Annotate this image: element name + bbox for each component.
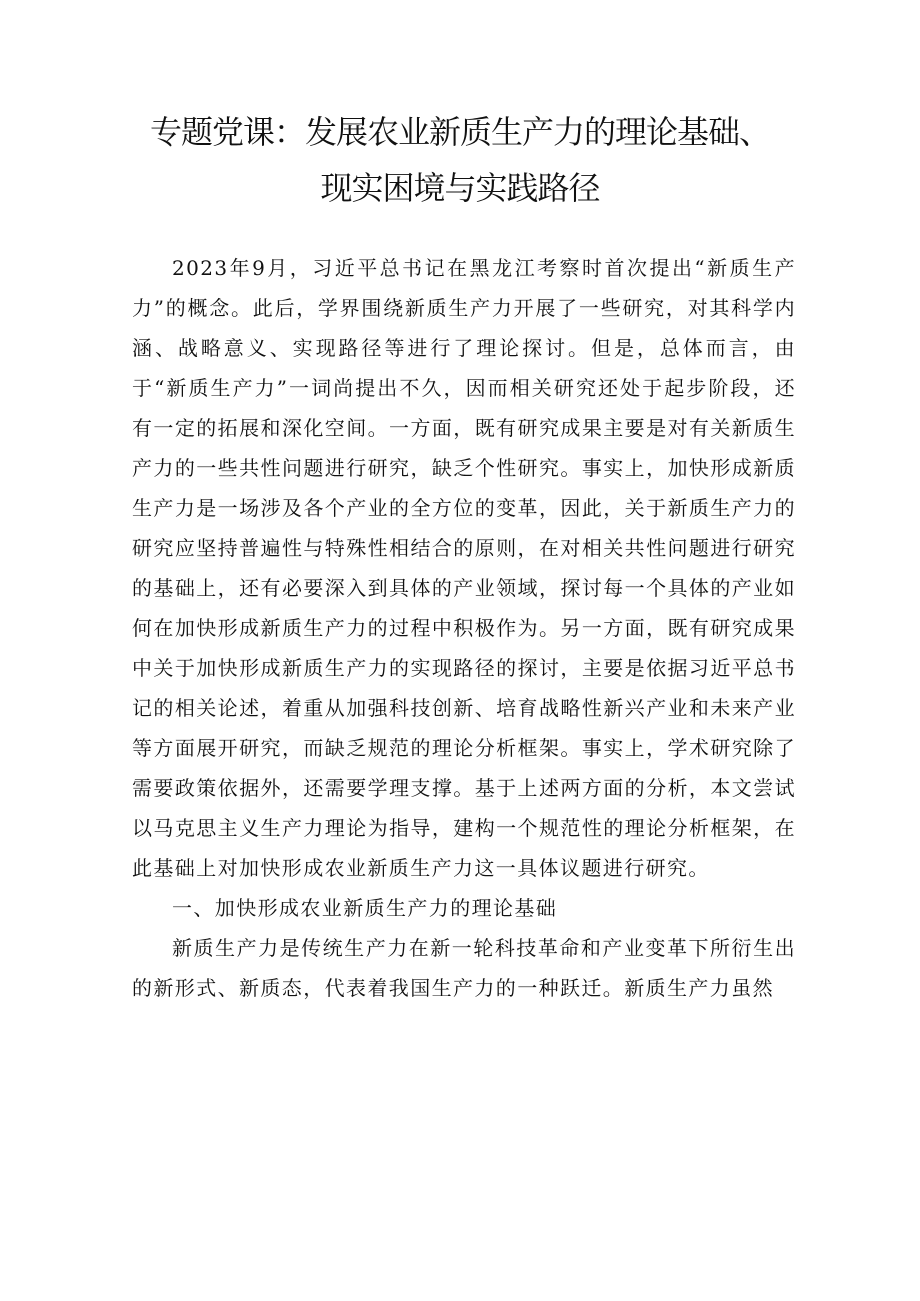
section-heading: 一、加快形成农业新质生产力的理论基础 — [172, 896, 558, 920]
body-text — [132, 248, 796, 1008]
paragraph-intro: 2023年9月，习近平总书记在黑龙江考察时首次提出“新质生产力”的概念。此后，学界围绕新质生产力开展了一些研究，对其科学内涵、战略意义、实现路径等进行了理论探讨。但是，总体而言，由于“新质生产力”一词尚提出不久，因而相关研究还处于起步阶段，还有一定的拓展和深化空间。一方面，既有研究成果主要是对有关新质生产力的一些共性问题进行研究，缺乏个性研究。事实上，加快形成新质生产力是一场涉及各个产业的全方位的变革，因此，关于新质生产力的研究应坚持普遍性与特殊性相结合的原则，在对相关共性问题进行研究的基础上，还有必要深入到具体的产业领域，探讨每一个具体的产业如何在加快形成新质生产力的过程中积极作为。另一方面，既有研究成果中关于加快形成新质生产力的实现路径的探讨，主要是依据习近平总书记的相关论述，着重从加强科技创新、培育战略性新兴产业和未来产业等方面展开研究，而缺乏规范的理论分析框架。事实上，学术研究除了需要政策依据外，还需要学理支撑。基于上述两方面的分析，本文尝试以马克思主义生产力理论为指导，建构一个规范性的理论分析框架，在此基础上对加快形成农业新质生产力这一具体议题进行研究。 — [132, 256, 796, 880]
paragraph-section-1: 新质生产力是传统生产力在新一轮科技革命和产业变革下所衍生出的新形式、新质态，代表着我国生产力的一种跃迁。新质生产力虽然 — [132, 936, 796, 1000]
title-line-1: 专题党课：发展农业新质生产力的理论基础、 — [149, 113, 770, 151]
title-line-2: 现实困境与实践路径 — [320, 169, 600, 207]
document-title — [120, 104, 800, 216]
